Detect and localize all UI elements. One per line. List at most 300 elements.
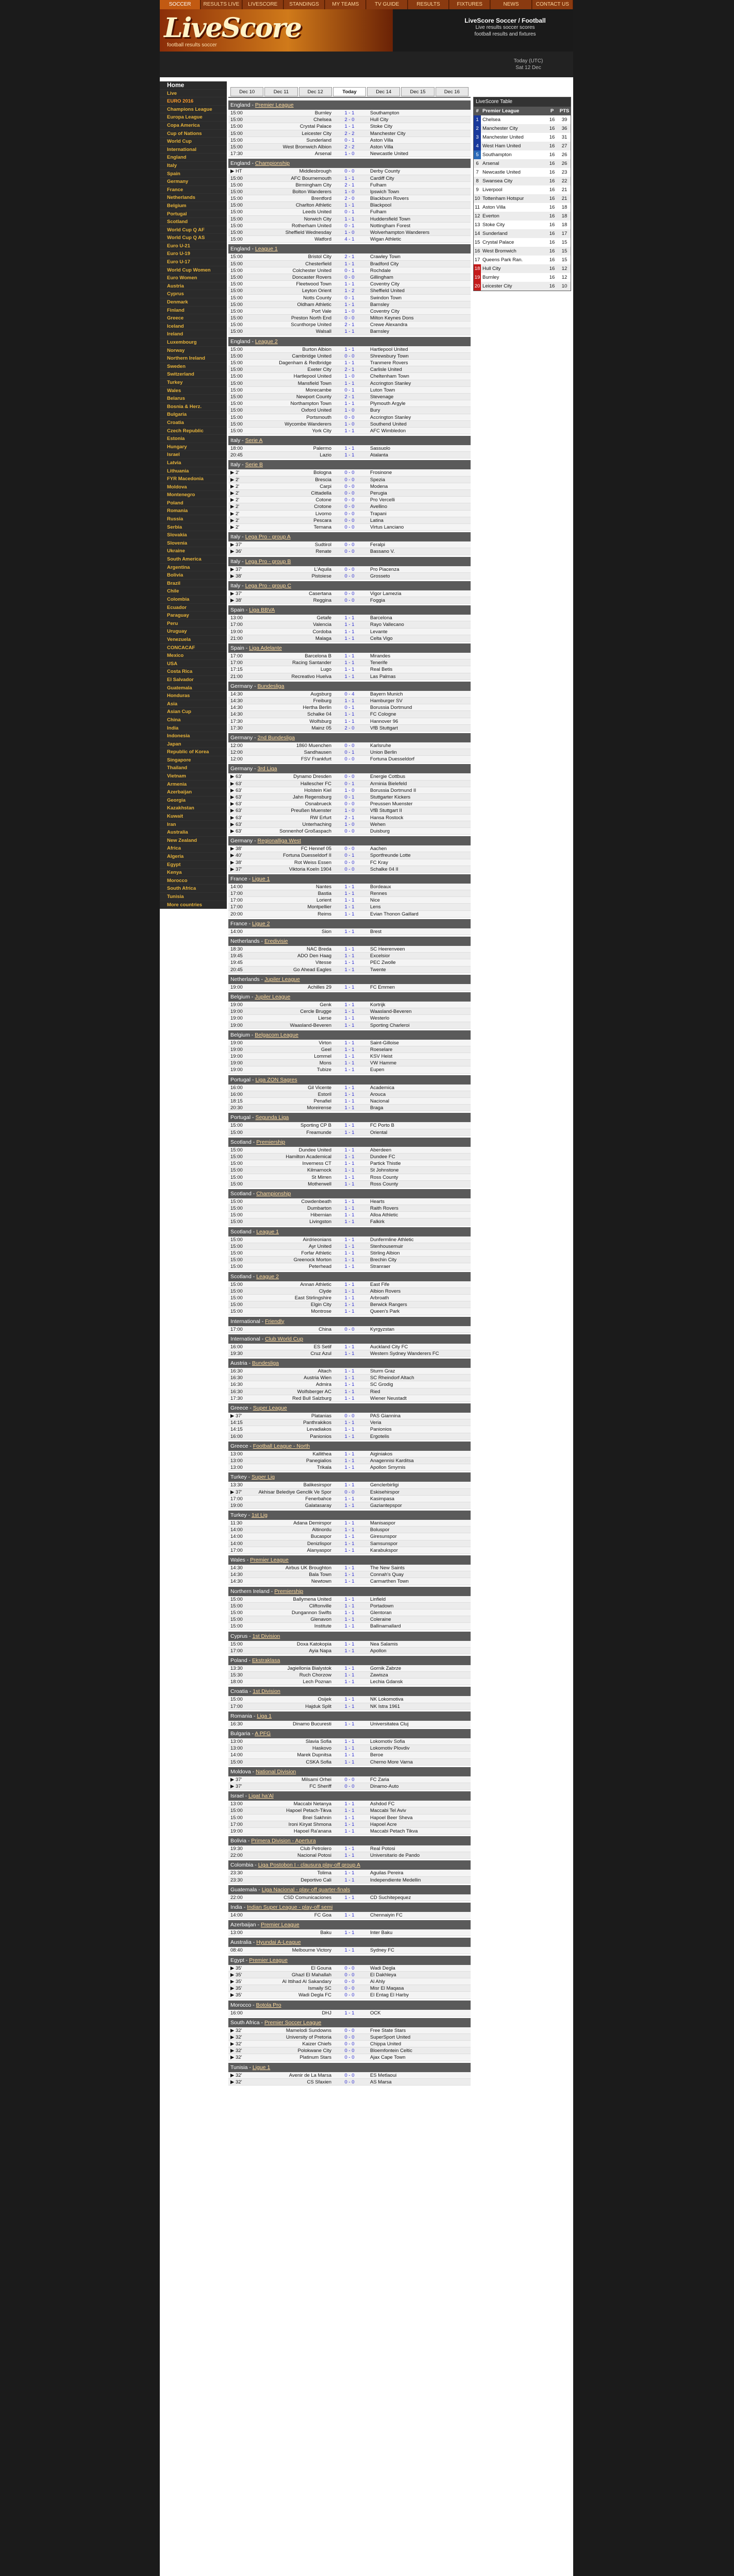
match-score[interactable]: 1 - 1 [344, 1009, 355, 1015]
league-header[interactable] [228, 1511, 471, 1520]
league-name-link[interactable]: Lega Pro - group C [245, 582, 291, 589]
match-row[interactable] [228, 1870, 471, 1876]
league-name-link[interactable]: Segunda Liga [255, 1114, 289, 1121]
match-row[interactable] [228, 1160, 471, 1167]
sidebar-item[interactable]: France [160, 186, 227, 194]
match-score[interactable]: 1 - 1 [344, 1520, 355, 1527]
match-score[interactable]: 1 - 1 [344, 175, 355, 181]
match-score[interactable]: 0 - 1 [344, 387, 355, 393]
standings-team[interactable]: Aston Villa [482, 205, 506, 210]
match-score[interactable]: 1 - 0 [344, 151, 355, 157]
match-score[interactable]: 1 - 1 [344, 1046, 355, 1053]
standings-team[interactable]: Everton [482, 213, 499, 219]
sidebar-item[interactable]: Ecuador [160, 604, 227, 612]
sidebar-item[interactable]: Tunisia [160, 893, 227, 901]
match-row[interactable] [228, 1350, 471, 1357]
match-score[interactable]: 1 - 1 [344, 667, 355, 673]
league-header[interactable] [228, 643, 471, 653]
match-row[interactable] [228, 1578, 471, 1585]
match-score[interactable]: 1 - 1 [344, 124, 355, 130]
sidebar-item[interactable]: World Cup Q AS [160, 234, 227, 242]
sidebar-item[interactable]: Copa America [160, 122, 227, 130]
sidebar-item[interactable]: Cyprus [160, 290, 227, 298]
league-header[interactable] [228, 1729, 471, 1738]
sidebar-item[interactable]: CONCACAF [160, 644, 227, 652]
match-score[interactable]: 1 - 1 [344, 1243, 355, 1249]
league-header[interactable] [228, 1860, 471, 1870]
match-row[interactable] [228, 1502, 471, 1509]
sidebar-item[interactable]: Argentina [160, 564, 227, 572]
league-header[interactable] [228, 733, 471, 742]
sidebar-item[interactable]: Greece [160, 314, 227, 323]
sidebar-item[interactable]: Australia [160, 828, 227, 837]
sidebar-item[interactable]: USA [160, 660, 227, 668]
match-row[interactable] [228, 2054, 471, 2061]
sidebar-item[interactable]: World Cup Q AF [160, 226, 227, 234]
league-header[interactable] [228, 1075, 471, 1084]
match-row[interactable] [228, 1745, 471, 1752]
sidebar-item[interactable]: Thailand [160, 764, 227, 772]
match-score[interactable]: 1 - 1 [344, 891, 355, 897]
match-score[interactable]: 0 - 0 [344, 2079, 355, 2085]
match-score[interactable]: 1 - 1 [344, 1309, 355, 1315]
sidebar-item[interactable]: India [160, 724, 227, 733]
sidebar-item[interactable]: Slovenia [160, 539, 227, 548]
league-header[interactable] [228, 159, 471, 168]
match-score[interactable]: 1 - 1 [344, 1368, 355, 1375]
match-row[interactable] [228, 1002, 471, 1008]
sidebar-item[interactable]: Serbia [160, 523, 227, 532]
match-row[interactable] [228, 566, 471, 573]
date-tab[interactable]: Dec 10 [230, 87, 263, 96]
match-score[interactable]: 1 - 1 [344, 1496, 355, 1502]
sidebar-item[interactable]: Costa Rica [160, 668, 227, 676]
sidebar-item[interactable]: Algeria [160, 853, 227, 861]
league-name-link[interactable]: Football League - North [253, 1443, 310, 1449]
match-row[interactable] [228, 1801, 471, 1807]
sidebar-item[interactable]: Euro U-19 [160, 250, 227, 258]
match-score[interactable]: 1 - 1 [344, 1098, 355, 1104]
match-score[interactable]: 0 - 0 [344, 1992, 355, 1998]
match-row[interactable] [228, 911, 471, 918]
match-score[interactable]: 1 - 1 [344, 1697, 355, 1703]
match-row[interactable] [228, 301, 471, 308]
league-header[interactable] [228, 1836, 471, 1845]
match-row[interactable] [228, 360, 471, 366]
league-name-link[interactable]: Ligue 1 [252, 2064, 271, 2071]
top-nav-item[interactable]: TV GUIDE [366, 0, 407, 9]
standings-row[interactable] [474, 229, 571, 238]
match-row[interactable] [228, 884, 471, 890]
sidebar-item[interactable]: Latvia [160, 459, 227, 467]
match-score[interactable]: 1 - 1 [344, 1759, 355, 1765]
sidebar-item[interactable]: Euro U-17 [160, 258, 227, 266]
match-score[interactable]: 1 - 1 [344, 653, 355, 659]
match-row[interactable] [228, 202, 471, 209]
match-score[interactable]: 1 - 1 [344, 1219, 355, 1225]
match-row[interactable] [228, 216, 471, 223]
match-score[interactable]: 1 - 1 [344, 660, 355, 666]
match-score[interactable]: 0 - 1 [344, 794, 355, 800]
match-row[interactable] [228, 295, 471, 301]
match-row[interactable] [228, 1129, 471, 1136]
match-row[interactable] [228, 541, 471, 548]
match-score[interactable]: 1 - 1 [344, 946, 355, 952]
match-score[interactable]: 0 - 1 [344, 209, 355, 215]
match-score[interactable]: 2 - 0 [344, 196, 355, 202]
match-score[interactable]: 1 - 1 [344, 635, 355, 641]
league-name-link[interactable]: Premier League [260, 1922, 299, 1928]
league-header[interactable] [228, 1442, 471, 1451]
match-row[interactable] [228, 653, 471, 659]
standings-team[interactable]: Stoke City [482, 222, 505, 228]
match-score[interactable]: 1 - 1 [344, 1565, 355, 1571]
match-score[interactable]: 2 - 2 [344, 144, 355, 150]
match-row[interactable] [228, 1679, 471, 1685]
match-row[interactable] [228, 1098, 471, 1105]
match-row[interactable] [228, 490, 471, 497]
league-header[interactable] [228, 1920, 471, 1929]
standings-row[interactable] [474, 238, 571, 247]
sidebar-item[interactable]: Paraguay [160, 612, 227, 620]
match-score[interactable]: 1 - 1 [344, 897, 355, 904]
match-row[interactable] [228, 168, 471, 175]
match-score[interactable]: 1 - 1 [344, 329, 355, 335]
match-row[interactable] [228, 497, 471, 503]
match-row[interactable] [228, 828, 471, 835]
match-score[interactable]: 1 - 1 [344, 984, 355, 990]
match-score[interactable]: 0 - 0 [344, 168, 355, 175]
match-row[interactable] [228, 387, 471, 394]
league-name-link[interactable]: Championship [255, 160, 290, 167]
match-row[interactable] [228, 659, 471, 666]
league-header[interactable] [228, 919, 471, 928]
match-row[interactable] [228, 621, 471, 628]
match-row[interactable] [228, 1571, 471, 1578]
match-score[interactable]: 1 - 1 [344, 960, 355, 966]
match-score[interactable]: 0 - 0 [344, 542, 355, 548]
league-header[interactable] [228, 1938, 471, 1947]
match-score[interactable]: 0 - 0 [344, 483, 355, 489]
match-score[interactable]: 1 - 1 [344, 911, 355, 917]
match-row[interactable] [228, 229, 471, 236]
league-header[interactable] [228, 1632, 471, 1641]
match-row[interactable] [228, 1263, 471, 1270]
match-score[interactable]: 1 - 1 [344, 1040, 355, 1046]
sidebar-item[interactable]: Vietnam [160, 772, 227, 781]
match-row[interactable] [228, 1250, 471, 1257]
sidebar-item[interactable]: Montenegro [160, 491, 227, 499]
match-score[interactable]: 1 - 1 [344, 1420, 355, 1426]
match-row[interactable] [228, 477, 471, 483]
league-name-link[interactable]: Ligue 2 [252, 920, 270, 927]
standings-team[interactable]: Newcastle United [482, 170, 521, 175]
match-score[interactable]: 1 - 1 [344, 629, 355, 635]
match-row[interactable] [228, 1091, 471, 1098]
match-score[interactable]: 0 - 0 [344, 573, 355, 579]
match-score[interactable]: 1 - 1 [344, 1344, 355, 1350]
sidebar-item[interactable]: Turkey [160, 379, 227, 387]
standings-team[interactable]: Manchester United [482, 134, 524, 140]
match-row[interactable] [228, 315, 471, 321]
top-nav-item[interactable]: STANDINGS [284, 0, 325, 9]
league-name-link[interactable]: 3rd Liga [257, 766, 277, 772]
date-tab[interactable]: Dec 14 [367, 87, 400, 96]
league-name-link[interactable]: Ekstraklasa [252, 1657, 280, 1664]
match-row[interactable] [228, 1965, 471, 1972]
standings-row[interactable] [474, 168, 571, 177]
league-name-link[interactable]: Bundesliga [252, 1360, 279, 1367]
match-score[interactable]: 1 - 1 [344, 1427, 355, 1433]
logo[interactable] [160, 9, 393, 52]
match-row[interactable] [228, 725, 471, 732]
match-score[interactable]: 0 - 1 [344, 137, 355, 143]
match-score[interactable]: 0 - 0 [344, 470, 355, 476]
league-header[interactable] [228, 682, 471, 691]
match-row[interactable] [228, 130, 471, 137]
match-row[interactable] [228, 597, 471, 604]
standings-row[interactable] [474, 159, 571, 168]
match-score[interactable]: 0 - 0 [344, 1413, 355, 1419]
league-header[interactable] [228, 1227, 471, 1236]
sidebar-item[interactable]: Israel [160, 451, 227, 459]
sidebar-item[interactable]: Asian Cup [160, 708, 227, 716]
match-score[interactable]: 1 - 1 [344, 1912, 355, 1918]
league-header[interactable] [228, 1189, 471, 1198]
league-header[interactable] [228, 1656, 471, 1665]
sidebar-item[interactable]: Romania [160, 507, 227, 515]
match-score[interactable]: 0 - 0 [344, 801, 355, 807]
standings-team[interactable]: Queens Park Ran. [482, 257, 523, 263]
match-row[interactable] [228, 1105, 471, 1111]
league-name-link[interactable]: Liga Adelante [249, 645, 282, 651]
league-name-link[interactable]: Premier Soccer League [264, 2019, 322, 2026]
match-score[interactable]: 1 - 1 [344, 1123, 355, 1129]
standings-team[interactable]: Crystal Palace [482, 240, 514, 245]
match-score[interactable]: 0 - 0 [344, 504, 355, 510]
match-score[interactable]: 1 - 1 [344, 1105, 355, 1111]
match-score[interactable]: 1 - 1 [344, 1603, 355, 1609]
standings-row[interactable] [474, 194, 571, 203]
match-score[interactable]: 1 - 1 [344, 1198, 355, 1205]
match-row[interactable] [228, 629, 471, 635]
sidebar-item[interactable]: Ukraine [160, 547, 227, 555]
match-row[interactable] [228, 428, 471, 434]
match-score[interactable]: 1 - 1 [344, 110, 355, 116]
match-score[interactable]: 1 - 1 [344, 216, 355, 222]
match-row[interactable] [228, 1565, 471, 1571]
match-row[interactable] [228, 1703, 471, 1710]
match-row[interactable] [228, 1603, 471, 1609]
match-score[interactable]: 0 - 1 [344, 223, 355, 229]
league-header[interactable] [228, 337, 471, 346]
league-name-link[interactable]: Ligue 1 [252, 875, 270, 882]
match-row[interactable] [228, 1464, 471, 1471]
match-row[interactable] [228, 1122, 471, 1129]
match-score[interactable]: 1 - 1 [344, 1853, 355, 1859]
match-row[interactable] [228, 548, 471, 555]
match-score[interactable]: 1 - 1 [344, 718, 355, 724]
sidebar-item[interactable]: Iceland [160, 323, 227, 331]
sidebar-item[interactable]: New Zealand [160, 837, 227, 845]
league-header[interactable] [228, 992, 471, 1002]
match-score[interactable]: 1 - 1 [344, 1167, 355, 1174]
match-score[interactable]: 1 - 1 [344, 698, 355, 704]
match-row[interactable] [228, 1344, 471, 1350]
match-score[interactable]: 1 - 1 [344, 380, 355, 386]
league-name-link[interactable]: Liga BBVA [249, 607, 275, 614]
league-header[interactable] [228, 1885, 471, 1894]
standings-row[interactable] [474, 185, 571, 194]
match-score[interactable]: 1 - 1 [344, 1236, 355, 1243]
match-score[interactable]: 2 - 1 [344, 815, 355, 821]
match-row[interactable] [228, 407, 471, 414]
league-name-link[interactable]: Bundesliga [257, 683, 285, 689]
match-row[interactable] [228, 967, 471, 973]
match-row[interactable] [228, 866, 471, 873]
match-score[interactable]: 1 - 1 [344, 1527, 355, 1533]
standings-team[interactable]: Southampton [482, 152, 512, 158]
match-score[interactable]: 1 - 1 [344, 1264, 355, 1270]
match-row[interactable] [228, 1894, 471, 1901]
match-row[interactable] [228, 794, 471, 801]
match-row[interactable] [228, 691, 471, 698]
league-header[interactable] [228, 937, 471, 946]
match-score[interactable]: 2 - 0 [344, 117, 355, 123]
match-score[interactable]: 1 - 1 [344, 1801, 355, 1807]
match-score[interactable]: 1 - 1 [344, 1212, 355, 1218]
match-row[interactable] [228, 236, 471, 243]
sidebar-item[interactable]: Estonia [160, 435, 227, 443]
match-row[interactable] [228, 1978, 471, 1985]
match-row[interactable] [228, 801, 471, 807]
match-score[interactable]: 1 - 1 [344, 928, 355, 935]
league-name-link[interactable]: 1st Division [253, 1688, 280, 1695]
match-score[interactable]: 0 - 0 [344, 1489, 355, 1495]
league-name-link[interactable]: Premier League [255, 102, 294, 108]
match-score[interactable]: 0 - 1 [344, 705, 355, 711]
match-row[interactable] [228, 452, 471, 459]
match-row[interactable] [228, 756, 471, 762]
match-row[interactable] [228, 1426, 471, 1433]
league-name-link[interactable]: Championship [256, 1190, 291, 1197]
league-name-link[interactable]: Eredivisie [264, 938, 288, 944]
league-header[interactable] [228, 100, 471, 110]
match-score[interactable]: 1 - 1 [344, 904, 355, 910]
match-score[interactable]: 0 - 0 [344, 774, 355, 780]
match-score[interactable]: 2 - 1 [344, 394, 355, 400]
match-score[interactable]: 1 - 1 [344, 1721, 355, 1727]
match-row[interactable] [228, 274, 471, 281]
sidebar-item[interactable]: Denmark [160, 298, 227, 307]
match-score[interactable]: 0 - 0 [344, 497, 355, 503]
match-score[interactable]: 1 - 1 [344, 1894, 355, 1901]
match-score[interactable]: 1 - 1 [344, 1154, 355, 1160]
sidebar-item[interactable]: Champions League [160, 106, 227, 114]
match-score[interactable]: 1 - 1 [344, 1623, 355, 1630]
standings-row[interactable] [474, 256, 571, 264]
league-name-link[interactable]: 1st Lig [252, 1512, 268, 1519]
match-score[interactable]: 1 - 1 [344, 1609, 355, 1616]
sidebar-item[interactable]: Netherlands [160, 194, 227, 202]
standings-row[interactable] [474, 142, 571, 150]
match-row[interactable] [228, 1053, 471, 1060]
match-score[interactable]: 0 - 0 [344, 2055, 355, 2061]
match-score[interactable]: 0 - 0 [344, 566, 355, 572]
league-header[interactable] [228, 1711, 471, 1721]
match-row[interactable] [228, 287, 471, 294]
match-row[interactable] [228, 321, 471, 328]
date-tab[interactable]: Today [333, 87, 366, 96]
league-header[interactable] [228, 1587, 471, 1596]
match-score[interactable]: 1 - 1 [344, 1129, 355, 1136]
match-row[interactable] [228, 511, 471, 517]
sidebar-item[interactable]: Euro Women [160, 274, 227, 282]
match-row[interactable] [228, 144, 471, 150]
sidebar-item[interactable]: Poland [160, 499, 227, 507]
sidebar-item[interactable]: Japan [160, 740, 227, 749]
match-score[interactable]: 1 - 1 [344, 1091, 355, 1097]
date-tab[interactable]: Dec 16 [436, 87, 469, 96]
match-score[interactable]: 0 - 0 [344, 742, 355, 749]
match-row[interactable] [228, 815, 471, 821]
match-score[interactable]: 1 - 0 [344, 421, 355, 427]
sidebar-item[interactable]: Indonesia [160, 732, 227, 740]
match-row[interactable] [228, 353, 471, 360]
match-score[interactable]: 0 - 0 [344, 1965, 355, 1971]
standings-team[interactable]: Manchester City [482, 126, 518, 131]
match-score[interactable]: 1 - 1 [344, 1295, 355, 1301]
match-score[interactable]: 0 - 0 [344, 2027, 355, 2033]
league-name-link[interactable]: Premiership [256, 1139, 286, 1145]
match-score[interactable]: 1 - 1 [344, 953, 355, 959]
sidebar-item[interactable]: Finland [160, 307, 227, 315]
sidebar-item[interactable]: Africa [160, 844, 227, 853]
top-nav-item[interactable]: RESULTS LIVE [201, 0, 242, 9]
match-row[interactable] [228, 1527, 471, 1533]
match-score[interactable]: 0 - 0 [344, 756, 355, 762]
match-row[interactable] [228, 1419, 471, 1426]
league-name-link[interactable]: League 1 [256, 1228, 279, 1235]
match-row[interactable] [228, 928, 471, 935]
sidebar-item[interactable]: World Cup [160, 138, 227, 146]
match-row[interactable] [228, 1877, 471, 1884]
league-name-link[interactable]: Botola Pro [256, 2002, 281, 2008]
match-score[interactable]: 1 - 1 [344, 1828, 355, 1834]
sidebar-item[interactable]: More countries [160, 901, 227, 909]
sidebar-item[interactable]: Mexico [160, 652, 227, 660]
league-header[interactable] [228, 436, 471, 445]
league-header[interactable] [228, 1317, 471, 1326]
match-row[interactable] [228, 590, 471, 597]
match-row[interactable] [228, 2010, 471, 2016]
match-score[interactable]: 1 - 1 [344, 1815, 355, 1821]
match-score[interactable]: 1 - 1 [344, 1947, 355, 1954]
match-row[interactable] [228, 1752, 471, 1758]
match-row[interactable] [228, 673, 471, 680]
sidebar-item[interactable]: Egypt [160, 861, 227, 869]
match-row[interactable] [228, 1648, 471, 1654]
sidebar-item[interactable]: Iran [160, 821, 227, 829]
match-row[interactable] [228, 1281, 471, 1288]
match-score[interactable]: 1 - 1 [344, 1665, 355, 1671]
sidebar-item[interactable]: Bosnia & Herz. [160, 403, 227, 411]
match-score[interactable]: 1 - 1 [344, 1161, 355, 1167]
sidebar-item[interactable]: Hungary [160, 443, 227, 451]
match-score[interactable]: 0 - 0 [344, 590, 355, 597]
match-score[interactable]: 1 - 1 [344, 1540, 355, 1547]
match-score[interactable]: 1 - 1 [344, 1534, 355, 1540]
